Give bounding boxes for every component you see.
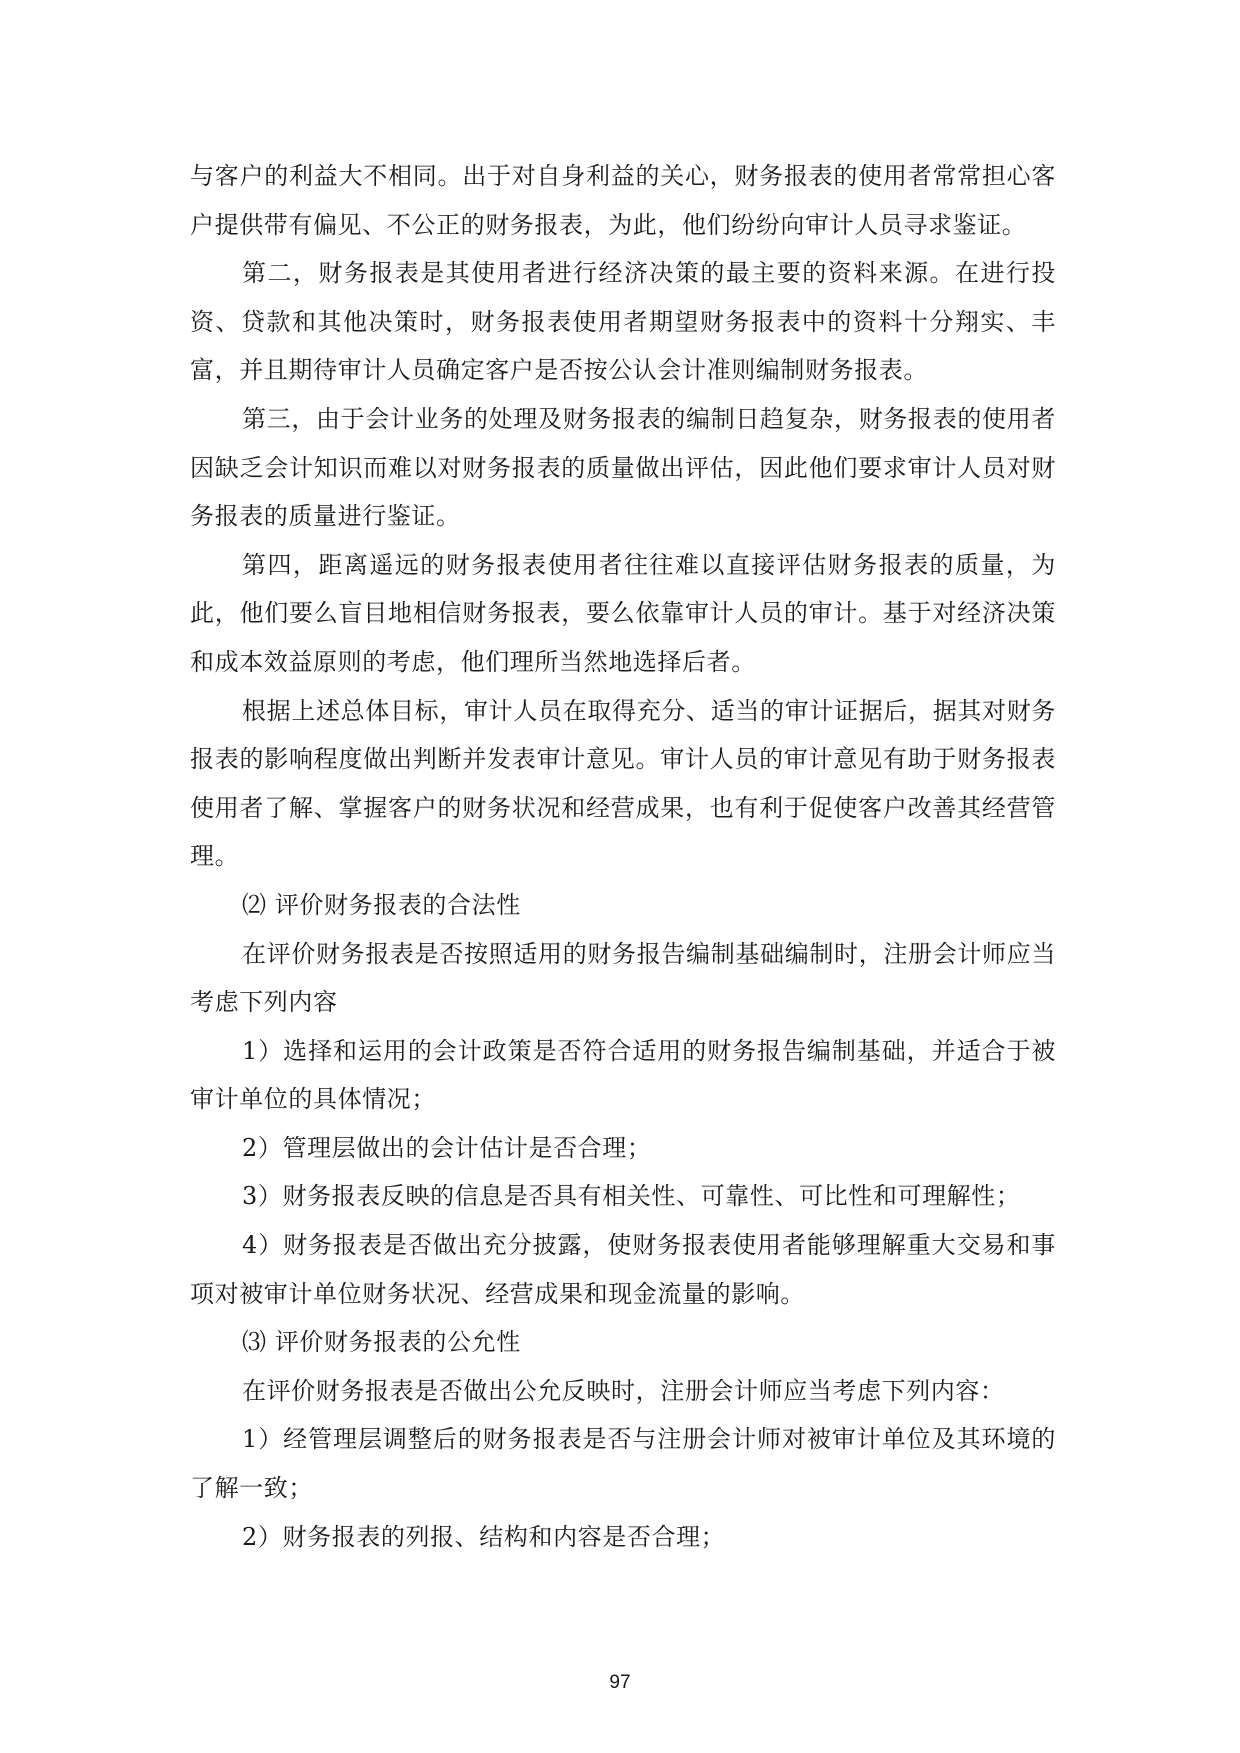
paragraph-fourth-reason: 第四，距离遥远的财务报表使用者往往难以直接评估财务报表的质量，为此，他们要么盲目地相信财务报表，要么依靠审计人员的审计。基于对经济决策和成本效益原则的考虑，他们理所当然地选择后者。 bbox=[190, 550, 1056, 676]
paragraph-fairness-intro: 在评价财务报表是否做出公允反映时，注册会计师应当考虑下列内容： bbox=[242, 1376, 1005, 1405]
paragraph-continuation: 与客户的利益大不相同。出于对自身利益的关心，财务报表的使用者常常担心客户提供带有偏见、不公正的财务报表，为此，他们纷纷向审计人员寻求鉴证。 bbox=[190, 162, 1056, 239]
list-item-fairness-2: 2）财务报表的列报、结构和内容是否合理； bbox=[242, 1522, 726, 1551]
list-item-legality-1: 1）选择和运用的会计政策是否符合适用的财务报告编制基础，并适合于被审计单位的具体情况； bbox=[190, 1036, 1056, 1114]
list-item-legality-4: 4）财务报表是否做出充分披露，使财务报表使用者能够理解重大交易和事项对被审计单位财务状况、经营成果和现金流量的影响。 bbox=[190, 1231, 1056, 1308]
paragraph-audit-opinion: 根据上述总体目标，审计人员在取得充分、适当的审计证据后，据其对财务报表的影响程度做出判断并发表审计意见。审计人员的审计意见有助于财务报表使用者了解、掌握客户的财务状况和经营成果，也有利于促使客户改善其经营管理。 bbox=[190, 696, 1056, 871]
section-heading-legality: ⑵ 评价财务报表的合法性 bbox=[242, 890, 521, 919]
list-item-legality-2: 2）管理层做出的会计估计是否合理； bbox=[242, 1133, 652, 1162]
paragraph-second-reason: 第二，财务报表是其使用者进行经济决策的最主要的资料来源。在进行投资、贷款和其他决策时，财务报表使用者期望财务报表中的资料十分翔实、丰富，并且期待审计人员确定客户是否按公认会计准则编制财务报表。 bbox=[190, 259, 1056, 385]
section-heading-fairness: ⑶ 评价财务报表的公允性 bbox=[242, 1328, 521, 1357]
page-number: 97 bbox=[609, 1672, 631, 1693]
list-item-legality-3: 3）财务报表反映的信息是否具有相关性、可靠性、可比性和可理解性； bbox=[242, 1182, 1021, 1211]
list-item-fairness-1: 1）经管理层调整后的财务报表是否与注册会计师对被审计单位及其环境的了解一致； bbox=[190, 1425, 1056, 1503]
page-body bbox=[190, 152, 1056, 1561]
paragraph-third-reason: 第三，由于会计业务的处理及财务报表的编制日趋复杂，财务报表的使用者因缺乏会计知识而难以对财务报表的质量做出评估，因此他们要求审计人员对财务报表的质量进行鉴证。 bbox=[190, 404, 1056, 531]
paragraph-legality-intro: 在评价财务报表是否按照适用的财务报告编制基础编制时，注册会计师应当考虑下列内容 bbox=[190, 939, 1056, 1017]
